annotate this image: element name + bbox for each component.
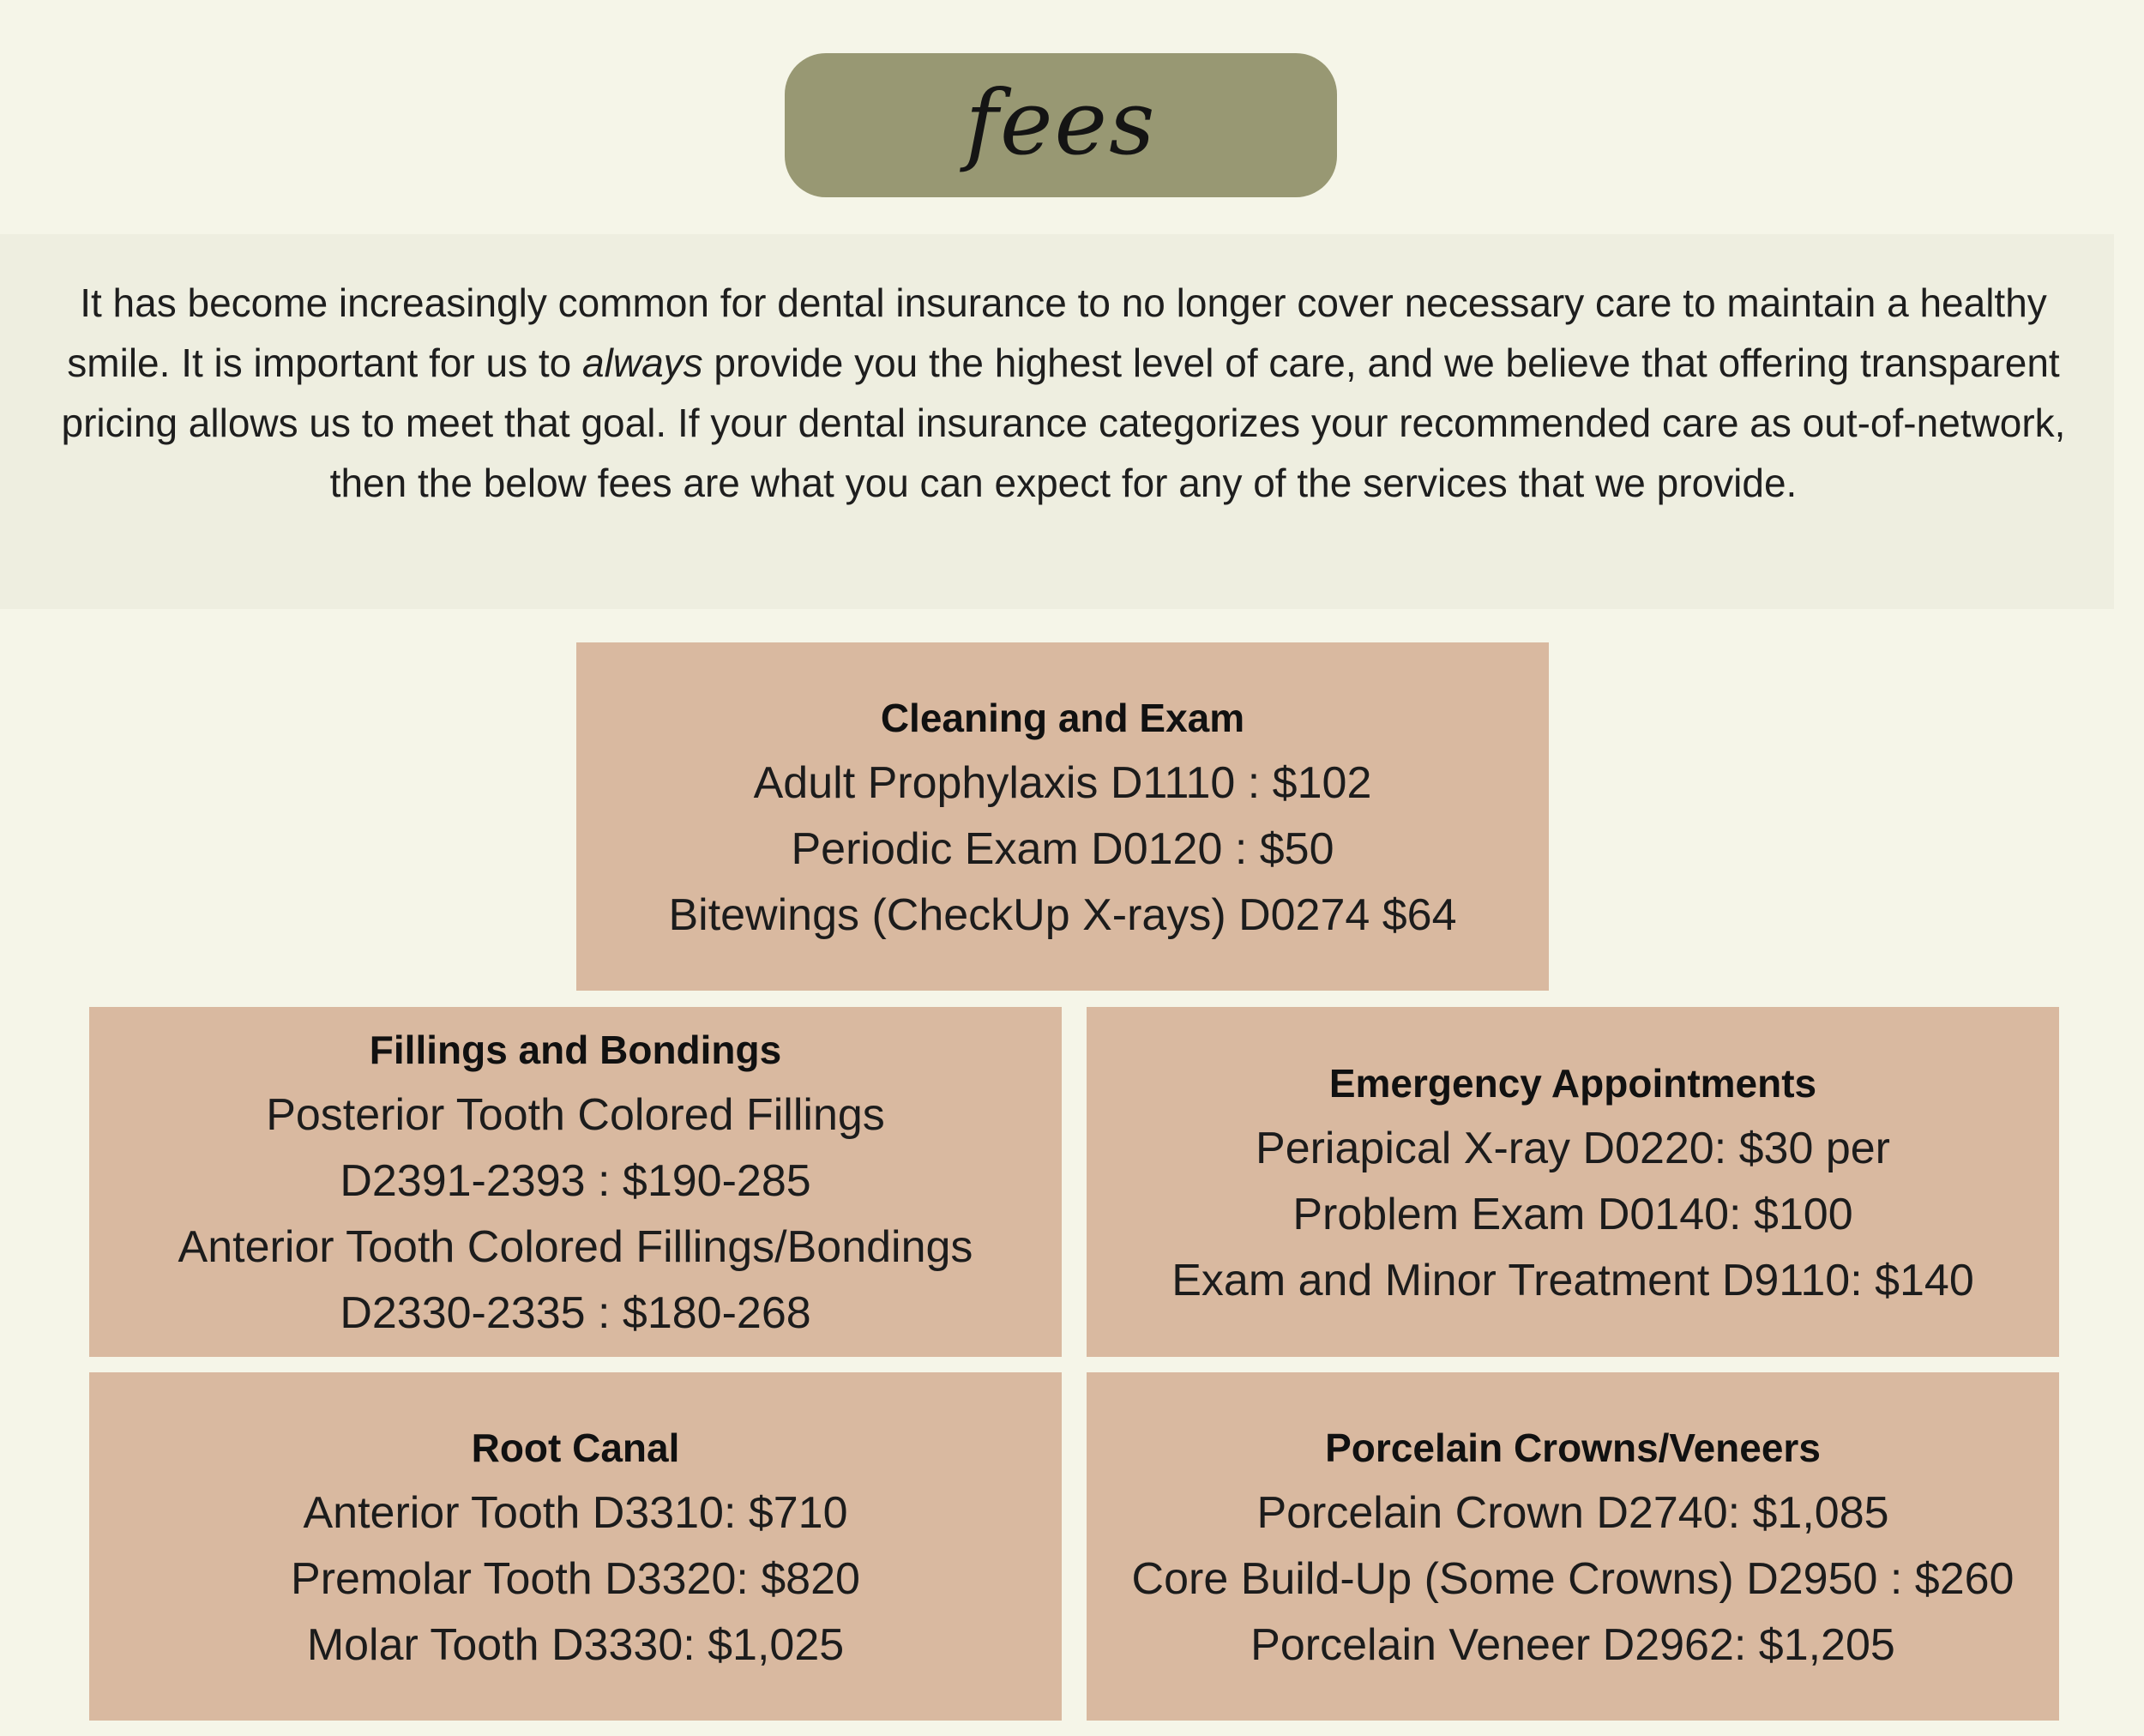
fee-card-root-canal (89, 1372, 1062, 1721)
fee-card-cleaning-exam (576, 642, 1549, 991)
fee-line: Exam and Minor Treatment D9110: $140 (1171, 1255, 1974, 1305)
fee-line: Porcelain Crown D2740: $1,085 (1256, 1487, 1889, 1538)
fee-line: Periodic Exam D0120 : $50 (791, 823, 1334, 874)
card-title: Root Canal (471, 1425, 680, 1470)
card-title: Cleaning and Exam (880, 695, 1245, 740)
fee-line: Posterior Tooth Colored Fillings (266, 1090, 885, 1140)
intro-paragraph (34, 273, 2093, 513)
fee-line: Bitewings (CheckUp X-rays) D0274 $64 (668, 889, 1457, 940)
intro-text-emphasis: always (582, 341, 703, 385)
card-title: Porcelain Crowns/Veneers (1325, 1425, 1821, 1470)
fee-line: Problem Exam D0140: $100 (1292, 1189, 1853, 1239)
fee-line: Anterior Tooth D3310: $710 (303, 1487, 848, 1538)
fee-line: D2330-2335 : $180-268 (340, 1288, 811, 1338)
fee-line: Periapical X-ray D0220: $30 per (1256, 1123, 1890, 1173)
intro-text-part-2: provide you the highest level of care, and we believe that offering transparent pricing allows us to meet that goal. If your dental insurance categorizes your recommended care as out-of-network, then the below fees are what you can expect for any of the services that we provide. (61, 341, 2066, 505)
fee-card-crowns-veneers (1087, 1372, 2059, 1721)
fee-line: Porcelain Veneer D2962: $1,205 (1250, 1619, 1895, 1670)
fee-line: Core Build-Up (Some Crowns) D2950 : $260 (1131, 1553, 2015, 1604)
fee-line: Anterior Tooth Colored Fillings/Bondings (178, 1222, 973, 1272)
card-title: Emergency Appointments (1328, 1060, 1817, 1106)
fee-line: Adult Prophylaxis D1110 : $102 (753, 757, 1372, 808)
page-title-badge (785, 53, 1337, 197)
fee-line: Molar Tooth D3330: $1,025 (306, 1619, 845, 1670)
card-title: Fillings and Bondings (369, 1028, 782, 1072)
intro-text-part-1: It has become increasingly common for dental insurance to no longer cover necessary care to maintain a healthy smile. It is important for us to (67, 280, 2047, 385)
fee-line: D2391-2393 : $190-285 (340, 1156, 811, 1206)
fee-line: Premolar Tooth D3320: $820 (291, 1553, 860, 1604)
fee-card-fillings-bondings (89, 1007, 1062, 1357)
fee-card-emergency (1087, 1007, 2059, 1357)
page-title: fees (965, 70, 1157, 175)
